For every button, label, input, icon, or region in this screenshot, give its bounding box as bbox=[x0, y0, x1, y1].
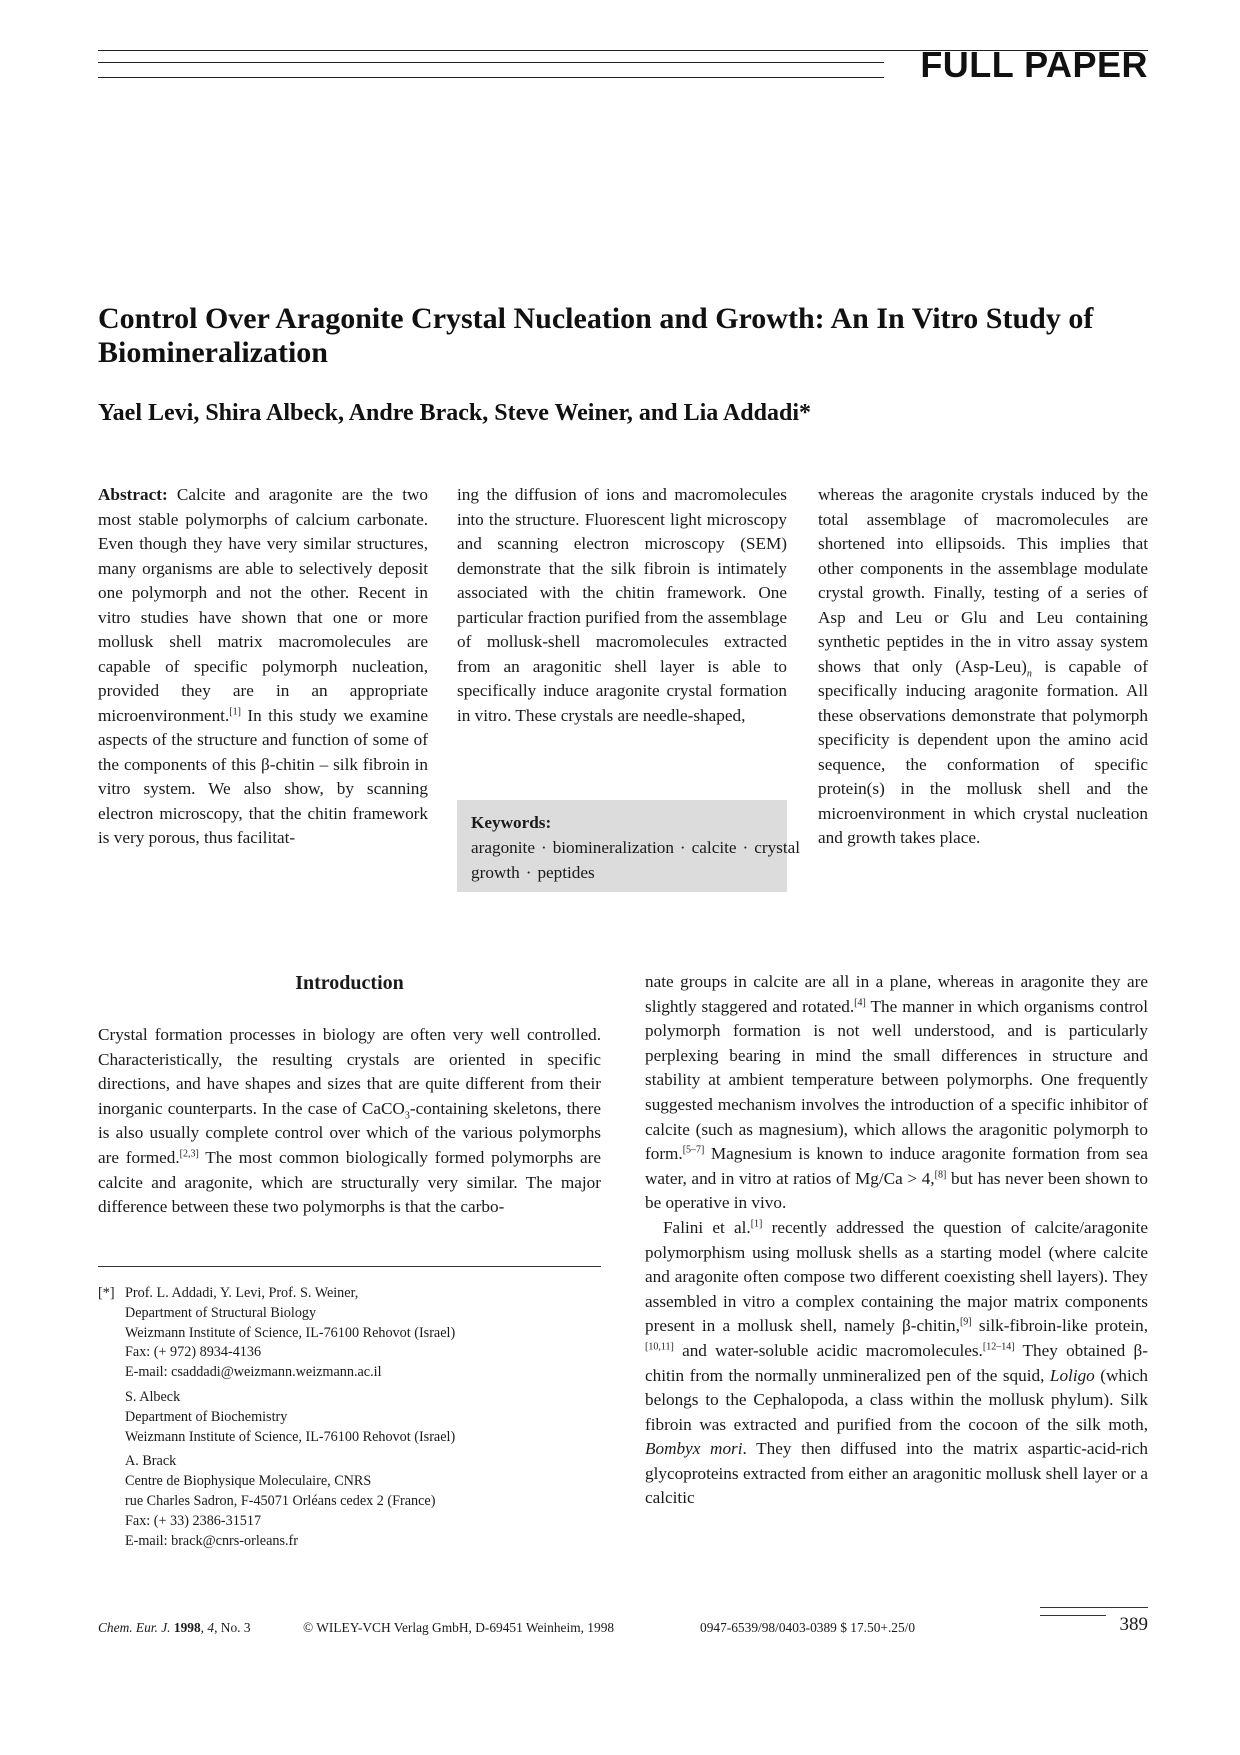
article-code: 0947-6539/98/0403-0389 $ 17.50+.25/0 bbox=[700, 1620, 916, 1635]
footnote-mark: [*] bbox=[98, 1285, 115, 1301]
affiliation-line: S. Albeck bbox=[125, 1388, 181, 1405]
citation: [1] bbox=[750, 1218, 763, 1230]
text-run: . They then diffused into the matrix aspartic-acid-rich glycoproteins extracted from either an aragonitic mollusk shell layer or a calcitic bbox=[645, 1439, 1149, 1508]
page-number-rule bbox=[1040, 1615, 1106, 1616]
keyword: calcite bbox=[691, 838, 737, 857]
author-list: Yael Levi, Shira Albeck, Andre Brack, Steve Weiner, and Lia Addadi* bbox=[98, 400, 811, 426]
journal-citation: Chem. Eur. J. 1998, 4, No. 3 bbox=[98, 1620, 251, 1635]
text-run: They obtained β-chitin from the normally unmineralized pen of the squid, bbox=[645, 1340, 1149, 1385]
citation: [2,3] bbox=[179, 1148, 199, 1160]
page-number-rule bbox=[1040, 1607, 1148, 1608]
affiliation-line: Weizmann Institute of Science, IL-76100 Rehovot (Israel) bbox=[125, 1428, 456, 1445]
abstract-column-1 bbox=[98, 483, 428, 851]
text-run: recently addressed the question of calcite/aragonite polymorphism using mollusk shells as a starting model (where calcite and aragonite often compose two different coexisting shell layers). They assembled in vitro a complex containing the major matrix components present in a mollusk shell, namely β-chitin, bbox=[645, 1217, 1148, 1336]
affiliation-line: Fax: (+ 33) 2386-31517 bbox=[125, 1512, 262, 1529]
text-run: but has never been shown to be operative in vivo. bbox=[645, 1168, 1148, 1213]
abstract-text-3b: is capable of specifically inducing aragonite formation. All these observations demonstrate that polymorph specificity is dependent upon the amino acid sequence, the conformation of specific protein(s) in the mollusk shell and the microenvironment in which crystal nucleation and growth takes place. bbox=[818, 656, 1148, 847]
italic-term: Loligo bbox=[1049, 1365, 1095, 1385]
text-run: Falini et al. bbox=[663, 1217, 751, 1237]
email-line: E-mail: csaddadi@weizmann.weizmann.ac.il bbox=[125, 1364, 382, 1381]
footnote-rule bbox=[98, 1266, 601, 1267]
text-run: nate groups in calcite are all in a plane, whereas in aragonite they are slightly staggered and rotated. bbox=[645, 972, 1148, 1016]
citation: [1] bbox=[229, 705, 241, 717]
abstract-text-1b: In this study we examine aspects of the structure and function of some of the components of this β-chitin – silk fibroin in vitro system. We also show, by scanning electron microscopy, that the chitin framework is very porous, thus facilitat- bbox=[98, 705, 429, 847]
affiliation-block bbox=[125, 1452, 601, 1551]
keyword: peptides bbox=[537, 863, 595, 882]
journal-year: 1998 bbox=[173, 1620, 201, 1635]
page-number: 389 bbox=[1119, 1614, 1148, 1635]
keyword: aragonite bbox=[471, 838, 535, 857]
affiliation-block bbox=[125, 1284, 601, 1383]
keyword-separator: · bbox=[742, 838, 749, 857]
journal-issue: , No. 3 bbox=[214, 1620, 251, 1635]
affiliation-line: A. Brack bbox=[125, 1453, 177, 1470]
keyword-separator: · bbox=[540, 838, 547, 857]
header-rule-bottom bbox=[98, 77, 884, 78]
paragraph bbox=[645, 1216, 1148, 1511]
subscript: 3 bbox=[404, 1110, 410, 1122]
keywords-box bbox=[457, 800, 801, 892]
header-rule-mid bbox=[98, 62, 884, 63]
abstract-text-3a: whereas the aragonite crystals induced by the total assemblage of macromolecules are shortened into ellipsoids. This implies that other components in the assemblage modulate crystal growth. Finally, testing of a series of Asp and Leu or Glu and Leu containing synthetic peptides in the in vitro assay system shows that only (Asp-Leu) bbox=[818, 485, 1148, 676]
citation: [4] bbox=[854, 996, 866, 1008]
citation: [8] bbox=[934, 1169, 947, 1181]
citation: [12–14] bbox=[982, 1341, 1015, 1353]
text-run: Magnesium is known to induce aragonite formation from sea water, and in vitro at ratios of Mg/Ca > 4, bbox=[645, 1144, 1148, 1188]
abstract-column-3 bbox=[818, 483, 1148, 851]
text-run: Crystal formation processes in biology are often very well controlled. Characteristically, the resulting crystals are oriented in specific directions, and have shapes and sizes that are quite different from their inorganic counterparts. In the case of CaCO bbox=[98, 1025, 601, 1118]
abstract-text-2: ing the diffusion of ions and macromolecules into the structure. Fluorescent light microscopy and scanning electron microscopy (SEM) demonstrate that the silk fibroin is intimately associated with the chitin framework. One particular fraction purified from the assemblage of mollusk-shell macromolecules extracted from an aragonitic shell layer is able to specifically induce aragonite crystal formation in vitro. These crystals are needle-shaped, bbox=[457, 485, 787, 725]
copyright-notice: © WILEY-VCH Verlag GmbH, D-69451 Weinheim, 1998 bbox=[303, 1620, 615, 1635]
paragraph bbox=[98, 1023, 601, 1220]
abstract-column-2 bbox=[457, 483, 787, 728]
intro-column-left bbox=[98, 1023, 601, 1220]
affiliation-line: Prof. L. Addadi, Y. Levi, Prof. S. Weiner, bbox=[125, 1285, 359, 1301]
citation: [5–7] bbox=[682, 1144, 705, 1156]
email-line: E-mail: brack@cnrs-orleans.fr bbox=[125, 1532, 298, 1549]
italic-term: Bombyx mori bbox=[645, 1439, 743, 1459]
affiliation-line: Fax: (+ 972) 8934-4136 bbox=[125, 1344, 262, 1361]
journal-name: Chem. Eur. J. bbox=[98, 1620, 171, 1635]
keywords-label: Keywords: bbox=[471, 813, 552, 832]
citation: [10,11] bbox=[645, 1341, 674, 1353]
section-heading: Introduction bbox=[295, 972, 404, 994]
paragraph bbox=[645, 970, 1148, 1216]
text-run: The most common biologically formed polymorphs are calcite and aragonite, which are structurally very similar. The major difference between these two polymorphs is that the carbo- bbox=[98, 1147, 601, 1217]
affiliations-footnote bbox=[98, 1284, 601, 1556]
text-run: (which belongs to the Cephalopoda, a class within the mollusk phylum). Silk fibroin was extracted and purified from the cocoon of the silk moth, bbox=[645, 1365, 1148, 1434]
keyword-separator: · bbox=[525, 863, 532, 882]
affiliation-block bbox=[125, 1388, 601, 1447]
paper-title: Control Over Aragonite Crystal Nucleation and Growth: An In Vitro Study of Biomineralization bbox=[98, 302, 1094, 369]
affiliation-line: Department of Biochemistry bbox=[125, 1408, 288, 1425]
body-column-right bbox=[645, 970, 1148, 1511]
text-run: The manner in which organisms control polymorph formation is not well understood, and is particularly perplexing bearing in mind the small differences in structure and stability at ambient temperature between polymorphs. One frequently suggested mechanism involves the introduction of a specific inhibitor of calcite (such as magnesium), which allows the aragonitic polymorph to form. bbox=[645, 996, 1148, 1164]
keyword: biomineralization bbox=[552, 838, 674, 857]
affiliation-line: Centre de Biophysique Moleculaire, CNRS bbox=[125, 1473, 372, 1490]
subscript: n bbox=[1026, 667, 1032, 679]
affiliation-line: Weizmann Institute of Science, IL-76100 Rehovot (Israel) bbox=[125, 1324, 456, 1341]
abstract-label: Abstract: bbox=[98, 485, 168, 504]
citation: [9] bbox=[959, 1316, 972, 1328]
affiliation-line: Department of Structural Biology bbox=[125, 1304, 317, 1321]
keyword: crystal growth bbox=[471, 838, 801, 882]
affiliation-line: rue Charles Sadron, F-45071 Orléans cedex 2 (France) bbox=[125, 1492, 436, 1509]
text-run: and water-soluble acidic macromolecules. bbox=[673, 1340, 983, 1360]
text-run: -containing skeletons, there is also usually complete control over which of the various polymorphs are formed. bbox=[98, 1098, 602, 1167]
section-label: FULL PAPER bbox=[920, 44, 1148, 85]
journal-volume: 4 bbox=[207, 1620, 215, 1635]
abstract-text-1: Calcite and aragonite are the two most stable polymorphs of calcium carbonate. Even though they have very similar structures, many organisms are able to selectively deposit one polymorph and not the other. Recent in vitro studies have shown that one or more mollusk shell matrix macromolecules are capable of specific polymorph nucleation, provided they are in an appropriate microenvironment. bbox=[98, 485, 428, 725]
text-run: silk-fibroin-like protein, bbox=[971, 1316, 1148, 1336]
keyword-separator: · bbox=[679, 838, 686, 857]
